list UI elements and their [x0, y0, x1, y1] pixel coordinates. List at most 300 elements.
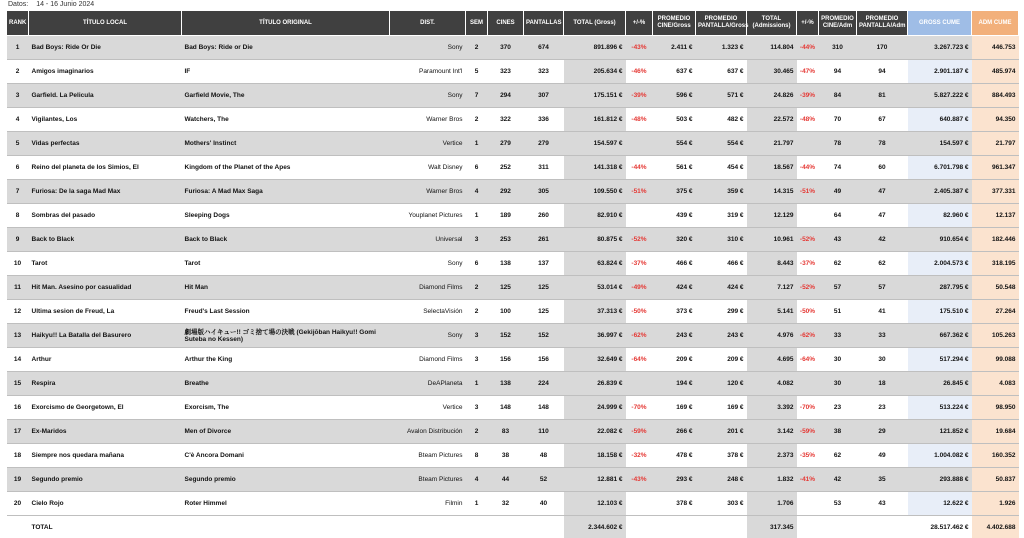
header-sem: SEM [466, 11, 488, 36]
cell-change-gross: -43% [626, 36, 653, 60]
cell-cines: 38 [488, 444, 524, 468]
cell-sem: 2 [466, 300, 488, 324]
cell-dist: Paramount Int'l [390, 60, 466, 84]
cell-promedio-pantalla-gross: 303 € [696, 492, 747, 516]
cell-sem: 1 [466, 372, 488, 396]
cell-adm-cume: 182.446 [972, 228, 1019, 252]
cell-promedio-pantalla-gross: 637 € [696, 60, 747, 84]
cell-rank: 15 [7, 372, 29, 396]
cell-dist: Universal [390, 228, 466, 252]
cell-change-admissions: -37% [797, 252, 819, 276]
cell-titulo-local: Furiosa: De la saga Mad Max [29, 180, 182, 204]
cell-promedio-pantalla-gross: 378 € [696, 444, 747, 468]
cell-total-gross: 82.910 € [564, 204, 626, 228]
header-titulo-original: TÍTULO ORIGINAL [182, 11, 390, 36]
cell-titulo-original: Breathe [182, 372, 390, 396]
cell-promedio-pantalla-gross: 209 € [696, 348, 747, 372]
cell-promedio-cine-gross: 424 € [653, 276, 696, 300]
cell-titulo-local: Segundo premio [29, 468, 182, 492]
header-total-gross: TOTAL (Gross) [564, 11, 626, 36]
cell-promedio-pantalla-gross: 248 € [696, 468, 747, 492]
cell-change-admissions: -52% [797, 228, 819, 252]
cell-total-gross: 53.014 € [564, 276, 626, 300]
cell-promedio-cine-adm: 30 [819, 372, 857, 396]
cell-promedio-pantalla-adm: 47 [857, 180, 908, 204]
cell-titulo-original: C'è Ancora Domani [182, 444, 390, 468]
cell-titulo-original: IF [182, 60, 390, 84]
cell-cines: 292 [488, 180, 524, 204]
cell-change-admissions [797, 204, 819, 228]
cell-cines: 323 [488, 60, 524, 84]
table-row [7, 156, 1019, 180]
cell-dist: SelectaVisión [390, 300, 466, 324]
cell-promedio-cine-gross: 373 € [653, 300, 696, 324]
cell-change-gross [626, 132, 653, 156]
cell-dist: Bteam Pictures [390, 468, 466, 492]
cell-titulo-local: Siempre nos quedara mañana [29, 444, 182, 468]
cell-total-admissions: 24.826 [747, 84, 797, 108]
cell-cines: 32 [488, 492, 524, 516]
cell-cines: 100 [488, 300, 524, 324]
cell-titulo-local: Hit Man. Asesino por casualidad [29, 276, 182, 300]
cell-total-gross: 22.082 € [564, 420, 626, 444]
header-promedio-pantalla-adm: PROMEDIO PANTALLA/Adm [857, 11, 908, 36]
cell-titulo-original: Hit Man [182, 276, 390, 300]
cell-change-gross [626, 492, 653, 516]
cell-promedio-pantalla-adm: 33 [857, 324, 908, 348]
cell-change-gross: -32% [626, 444, 653, 468]
total-admissions: 317.345 [747, 516, 797, 538]
cell-gross-cume: 667.362 € [908, 324, 972, 348]
cell-rank: 3 [7, 84, 29, 108]
date-range [8, 1, 94, 8]
cell-promedio-cine-gross: 375 € [653, 180, 696, 204]
table-row [7, 84, 1019, 108]
cell-pantallas: 261 [524, 228, 564, 252]
table-row [7, 132, 1019, 156]
cell-gross-cume: 5.827.222 € [908, 84, 972, 108]
table-row [7, 372, 1019, 396]
cell-change-admissions: -52% [797, 276, 819, 300]
cell-promedio-cine-gross: 209 € [653, 348, 696, 372]
cell-promedio-cine-adm: 64 [819, 204, 857, 228]
cell-promedio-pantalla-adm: 57 [857, 276, 908, 300]
cell-dist: Vertice [390, 396, 466, 420]
cell-titulo-local: Cielo Rojo [29, 492, 182, 516]
cell-total-admissions: 22.572 [747, 108, 797, 132]
cell-pantallas: 307 [524, 84, 564, 108]
cell-promedio-pantalla-gross: 169 € [696, 396, 747, 420]
cell-promedio-pantalla-gross: 554 € [696, 132, 747, 156]
cell-promedio-cine-adm: 42 [819, 468, 857, 492]
cell-titulo-original: Exorcism, The [182, 396, 390, 420]
cell-titulo-local: Sombras del pasado [29, 204, 182, 228]
cell-promedio-pantalla-gross: 243 € [696, 324, 747, 348]
cell-promedio-cine-adm: 33 [819, 324, 857, 348]
cell-total-gross: 109.550 € [564, 180, 626, 204]
table-row [7, 420, 1019, 444]
cell-pantallas: 305 [524, 180, 564, 204]
header-dist: DIST. [390, 11, 466, 36]
cell-titulo-original: Watchers, The [182, 108, 390, 132]
date-value: 14 - 16 Junio 2024 [36, 1, 94, 8]
cell-dist: Diamond Films [390, 276, 466, 300]
cell-change-admissions: -62% [797, 324, 819, 348]
cell-change-gross: -59% [626, 420, 653, 444]
cell-total-admissions: 3.392 [747, 396, 797, 420]
cell-promedio-cine-adm: 38 [819, 420, 857, 444]
cell-sem: 4 [466, 180, 488, 204]
cell-promedio-cine-gross: 2.411 € [653, 36, 696, 60]
cell-cines: 156 [488, 348, 524, 372]
cell-change-admissions: -64% [797, 348, 819, 372]
cell-dist: Vertice [390, 132, 466, 156]
cell-adm-cume: 446.753 [972, 36, 1019, 60]
cell-total-admissions: 18.567 [747, 156, 797, 180]
cell-promedio-cine-adm: 310 [819, 36, 857, 60]
cell-sem: 4 [466, 468, 488, 492]
table-row [7, 444, 1019, 468]
cell-cines: 189 [488, 204, 524, 228]
cell-pantallas: 224 [524, 372, 564, 396]
cell-sem: 1 [466, 132, 488, 156]
cell-total-gross: 175.151 € [564, 84, 626, 108]
cell-titulo-local: Tarot [29, 252, 182, 276]
cell-adm-cume: 1.926 [972, 492, 1019, 516]
cell-gross-cume: 910.654 € [908, 228, 972, 252]
cell-sem: 3 [466, 228, 488, 252]
cell-promedio-pantalla-adm: 67 [857, 108, 908, 132]
cell-promedio-cine-adm: 94 [819, 60, 857, 84]
cell-adm-cume: 160.352 [972, 444, 1019, 468]
cell-total-admissions: 3.142 [747, 420, 797, 444]
cell-titulo-original: Freud's Last Session [182, 300, 390, 324]
cell-total-admissions: 5.141 [747, 300, 797, 324]
cell-change-admissions: -35% [797, 444, 819, 468]
cell-total-admissions: 30.465 [747, 60, 797, 84]
cell-cines: 44 [488, 468, 524, 492]
cell-change-admissions: -41% [797, 468, 819, 492]
cell-sem: 3 [466, 324, 488, 348]
cell-total-admissions: 4.082 [747, 372, 797, 396]
cell-promedio-pantalla-gross: 310 € [696, 228, 747, 252]
cell-pantallas: 52 [524, 468, 564, 492]
cell-adm-cume: 961.347 [972, 156, 1019, 180]
cell-sem: 3 [466, 348, 488, 372]
cell-promedio-cine-adm: 74 [819, 156, 857, 180]
cell-promedio-pantalla-adm: 47 [857, 204, 908, 228]
header-promedio-cine-adm: PROMEDIO CINE/Adm [819, 11, 857, 36]
total-adm-cume: 4.402.688 [972, 516, 1019, 538]
cell-promedio-pantalla-gross: 359 € [696, 180, 747, 204]
table-body [7, 36, 1019, 516]
cell-total-admissions: 4.695 [747, 348, 797, 372]
header-pantallas: PANTALLAS [524, 11, 564, 36]
total-gross-cume: 28.517.462 € [908, 516, 972, 538]
table-row [7, 276, 1019, 300]
cell-titulo-original: Segundo premio [182, 468, 390, 492]
header-gross-cume: GROSS CUME [908, 11, 972, 36]
cell-gross-cume: 6.701.798 € [908, 156, 972, 180]
cell-rank: 13 [7, 324, 29, 348]
cell-adm-cume: 4.083 [972, 372, 1019, 396]
cell-promedio-cine-gross: 293 € [653, 468, 696, 492]
cell-rank: 9 [7, 228, 29, 252]
cell-promedio-cine-gross: 243 € [653, 324, 696, 348]
cell-promedio-pantalla-gross: 120 € [696, 372, 747, 396]
cell-rank: 6 [7, 156, 29, 180]
cell-titulo-local: Back to Black [29, 228, 182, 252]
cell-cines: 138 [488, 372, 524, 396]
cell-change-gross: -37% [626, 252, 653, 276]
cell-pantallas: 156 [524, 348, 564, 372]
cell-total-admissions: 10.961 [747, 228, 797, 252]
cell-total-admissions: 4.976 [747, 324, 797, 348]
cell-sem: 8 [466, 444, 488, 468]
cell-rank: 4 [7, 108, 29, 132]
cell-promedio-cine-adm: 78 [819, 132, 857, 156]
cell-total-gross: 154.597 € [564, 132, 626, 156]
cell-total-admissions: 1.832 [747, 468, 797, 492]
cell-total-admissions: 114.804 [747, 36, 797, 60]
cell-change-gross: -64% [626, 348, 653, 372]
cell-rank: 18 [7, 444, 29, 468]
cell-promedio-pantalla-adm: 60 [857, 156, 908, 180]
cell-gross-cume: 154.597 € [908, 132, 972, 156]
cell-sem: 2 [466, 36, 488, 60]
cell-promedio-pantalla-adm: 49 [857, 444, 908, 468]
cell-total-admissions: 14.315 [747, 180, 797, 204]
cell-sem: 2 [466, 108, 488, 132]
cell-promedio-cine-gross: 478 € [653, 444, 696, 468]
cell-total-gross: 26.839 € [564, 372, 626, 396]
cell-titulo-original: Arthur the King [182, 348, 390, 372]
cell-dist: Avalon Distribución [390, 420, 466, 444]
cell-pantallas: 48 [524, 444, 564, 468]
cell-gross-cume: 26.845 € [908, 372, 972, 396]
cell-promedio-pantalla-gross: 482 € [696, 108, 747, 132]
cell-adm-cume: 485.974 [972, 60, 1019, 84]
cell-gross-cume: 293.888 € [908, 468, 972, 492]
cell-promedio-pantalla-gross: 201 € [696, 420, 747, 444]
table-row [7, 300, 1019, 324]
cell-pantallas: 152 [524, 324, 564, 348]
cell-change-admissions [797, 492, 819, 516]
date-label: Datos: [8, 1, 28, 8]
cell-dist: Walt Disney [390, 156, 466, 180]
header-titulo-local: TÍTULO LOCAL [29, 11, 182, 36]
table-row [7, 228, 1019, 252]
total-gross: 2.344.602 € [564, 516, 626, 538]
cell-promedio-cine-adm: 57 [819, 276, 857, 300]
cell-promedio-pantalla-gross: 1.323 € [696, 36, 747, 60]
cell-cines: 294 [488, 84, 524, 108]
cell-change-admissions: -59% [797, 420, 819, 444]
cell-promedio-cine-gross: 378 € [653, 492, 696, 516]
cell-dist: Sony [390, 36, 466, 60]
cell-change-gross: -52% [626, 228, 653, 252]
table-row [7, 252, 1019, 276]
cell-promedio-pantalla-adm: 18 [857, 372, 908, 396]
cell-dist: Warner Bros [390, 180, 466, 204]
cell-sem: 3 [466, 396, 488, 420]
cell-rank: 16 [7, 396, 29, 420]
cell-cines: 83 [488, 420, 524, 444]
cell-titulo-local: Ex-Maridos [29, 420, 182, 444]
cell-adm-cume: 318.195 [972, 252, 1019, 276]
cell-pantallas: 674 [524, 36, 564, 60]
table-row [7, 396, 1019, 420]
table-row [7, 204, 1019, 228]
cell-titulo-original: Garfield Movie, The [182, 84, 390, 108]
cell-pantallas: 323 [524, 60, 564, 84]
cell-sem: 2 [466, 420, 488, 444]
cell-titulo-original: Mothers' Instinct [182, 132, 390, 156]
cell-change-admissions: -70% [797, 396, 819, 420]
cell-rank: 10 [7, 252, 29, 276]
cell-titulo-original: Roter Himmel [182, 492, 390, 516]
cell-change-gross: -48% [626, 108, 653, 132]
cell-change-gross: -49% [626, 276, 653, 300]
cell-promedio-cine-gross: 554 € [653, 132, 696, 156]
cell-promedio-cine-gross: 596 € [653, 84, 696, 108]
cell-promedio-pantalla-adm: 41 [857, 300, 908, 324]
table-row [7, 180, 1019, 204]
cell-titulo-original: Men of Divorce [182, 420, 390, 444]
cell-pantallas: 125 [524, 300, 564, 324]
cell-promedio-cine-adm: 62 [819, 252, 857, 276]
cell-change-admissions: -47% [797, 60, 819, 84]
cell-change-admissions [797, 132, 819, 156]
cell-promedio-pantalla-gross: 424 € [696, 276, 747, 300]
table-row [7, 348, 1019, 372]
cell-total-gross: 12.881 € [564, 468, 626, 492]
cell-total-gross: 37.313 € [564, 300, 626, 324]
cell-sem: 1 [466, 492, 488, 516]
cell-total-admissions: 8.443 [747, 252, 797, 276]
cell-dist: Youplanet Pictures [390, 204, 466, 228]
cell-dist: Bteam Pictures [390, 444, 466, 468]
header-change-admissions: +/-% [797, 11, 819, 36]
cell-pantallas: 148 [524, 396, 564, 420]
cell-titulo-original: Sleeping Dogs [182, 204, 390, 228]
cell-promedio-pantalla-gross: 319 € [696, 204, 747, 228]
cell-promedio-cine-adm: 30 [819, 348, 857, 372]
cell-titulo-local: Vidas perfectas [29, 132, 182, 156]
cell-adm-cume: 105.263 [972, 324, 1019, 348]
cell-titulo-local: Exorcismo de Georgetown, El [29, 396, 182, 420]
cell-rank: 2 [7, 60, 29, 84]
cell-pantallas: 40 [524, 492, 564, 516]
cell-total-admissions: 7.127 [747, 276, 797, 300]
header-total-admissions: TOTAL (Admissions) [747, 11, 797, 36]
cell-change-admissions: -44% [797, 156, 819, 180]
header-rank: RANK [7, 11, 29, 36]
cell-adm-cume: 21.797 [972, 132, 1019, 156]
cell-dist: Sony [390, 84, 466, 108]
cell-titulo-local: Haikyu!! La Batalla del Basurero [29, 324, 182, 348]
cell-titulo-local: Ultima sesion de Freud, La [29, 300, 182, 324]
cell-promedio-pantalla-adm: 35 [857, 468, 908, 492]
cell-promedio-cine-adm: 70 [819, 108, 857, 132]
cell-total-gross: 12.103 € [564, 492, 626, 516]
cell-total-gross: 891.896 € [564, 36, 626, 60]
cell-sem: 6 [466, 156, 488, 180]
cell-pantallas: 110 [524, 420, 564, 444]
cell-dist: Warner Bros [390, 108, 466, 132]
cell-rank: 8 [7, 204, 29, 228]
cell-change-gross [626, 204, 653, 228]
cell-total-gross: 18.158 € [564, 444, 626, 468]
cell-gross-cume: 121.852 € [908, 420, 972, 444]
cell-change-gross: -50% [626, 300, 653, 324]
cell-promedio-pantalla-adm: 30 [857, 348, 908, 372]
cell-change-admissions: -44% [797, 36, 819, 60]
cell-titulo-local: Respira [29, 372, 182, 396]
cell-cines: 252 [488, 156, 524, 180]
cell-total-gross: 24.999 € [564, 396, 626, 420]
box-office-table [6, 10, 1019, 538]
cell-gross-cume: 175.510 € [908, 300, 972, 324]
cell-promedio-pantalla-gross: 571 € [696, 84, 747, 108]
cell-sem: 2 [466, 276, 488, 300]
cell-cines: 370 [488, 36, 524, 60]
table-row [7, 468, 1019, 492]
total-row [7, 516, 1019, 538]
cell-dist: Diamond Films [390, 348, 466, 372]
cell-promedio-cine-gross: 320 € [653, 228, 696, 252]
cell-promedio-pantalla-adm: 62 [857, 252, 908, 276]
cell-rank: 14 [7, 348, 29, 372]
cell-adm-cume: 884.493 [972, 84, 1019, 108]
cell-titulo-local: Vigilantes, Los [29, 108, 182, 132]
cell-change-gross: -70% [626, 396, 653, 420]
cell-dist: Sony [390, 252, 466, 276]
cell-sem: 7 [466, 84, 488, 108]
cell-pantallas: 137 [524, 252, 564, 276]
cell-promedio-cine-gross: 637 € [653, 60, 696, 84]
cell-titulo-original: Bad Boys: Ride or Die [182, 36, 390, 60]
header-change-gross: +/-% [626, 11, 653, 36]
cell-promedio-cine-adm: 51 [819, 300, 857, 324]
cell-titulo-original: Back to Black [182, 228, 390, 252]
header-promedio-cine-gross: PROMEDIO CINE/Gross [653, 11, 696, 36]
cell-change-gross: -62% [626, 324, 653, 348]
cell-change-gross: -46% [626, 60, 653, 84]
header-adm-cume: ADM CUME [972, 11, 1019, 36]
cell-promedio-cine-adm: 23 [819, 396, 857, 420]
cell-titulo-local: Amigos imaginarios [29, 60, 182, 84]
cell-promedio-pantalla-adm: 43 [857, 492, 908, 516]
cell-gross-cume: 1.004.082 € [908, 444, 972, 468]
cell-cines: 138 [488, 252, 524, 276]
table-row [7, 324, 1019, 348]
cell-cines: 152 [488, 324, 524, 348]
cell-gross-cume: 287.795 € [908, 276, 972, 300]
table-row [7, 36, 1019, 60]
cell-promedio-pantalla-adm: 78 [857, 132, 908, 156]
table-row [7, 108, 1019, 132]
cell-promedio-pantalla-adm: 29 [857, 420, 908, 444]
cell-promedio-cine-gross: 266 € [653, 420, 696, 444]
cell-dist: DeAPlaneta [390, 372, 466, 396]
cell-rank: 7 [7, 180, 29, 204]
cell-promedio-pantalla-adm: 23 [857, 396, 908, 420]
cell-adm-cume: 19.684 [972, 420, 1019, 444]
cell-promedio-cine-gross: 466 € [653, 252, 696, 276]
cell-total-gross: 63.824 € [564, 252, 626, 276]
cell-promedio-cine-adm: 43 [819, 228, 857, 252]
